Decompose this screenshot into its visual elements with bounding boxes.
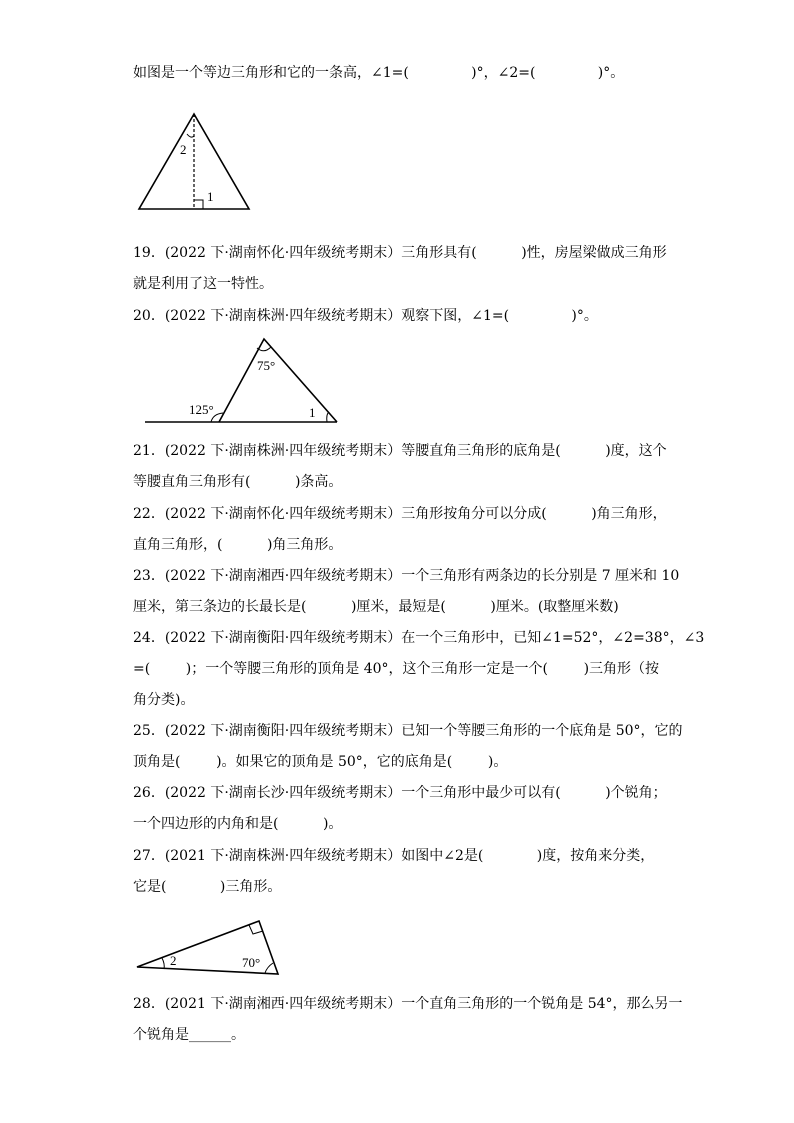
question-25-line1: 25．(2022 下·湖南衡阳·四年级统考期末）已知一个等腰三角形的一个底角是 50°，它的: [133, 723, 683, 739]
question-19-line2: 就是利用了这一特性。: [133, 276, 273, 292]
question-26-line2: 一个四边形的内角和是( )。: [133, 816, 343, 832]
question-24-line1: 24．(2022 下·湖南衡阳·四年级统考期末）在一个三角形中，已知∠1=52°，∠2=38°，∠3: [133, 630, 705, 646]
question-22-line1: 22．(2022 下·湖南怀化·四年级统考期末）三角形按角分可以分成( )角三角形，: [133, 506, 667, 522]
angle-2-label: 2: [170, 953, 177, 968]
question-19-line1: 19．(2022 下·湖南怀化·四年级统考期末）三角形具有( )性，房屋梁做成三角形: [133, 245, 667, 261]
exterior-angle-triangle-figure: [143, 334, 343, 426]
right-triangle-figure: [134, 914, 284, 978]
angle-1-label: 1: [309, 405, 316, 420]
question-27-line1: 27．(2021 下·湖南株洲·四年级统考期末）如图中∠2是( )度，按角来分类，: [133, 848, 655, 864]
question-21-line2: 等腰直角三角形有( )条高。: [133, 474, 343, 490]
question-23-line1: 23．(2022 下·湖南湘西·四年级统考期末）一个三角形有两条边的长分别是 7 厘米和 10: [133, 568, 680, 584]
angle-2-label: 2: [180, 142, 187, 157]
question-21-line1: 21．(2022 下·湖南株洲·四年级统考期末）等腰直角三角形的底角是( )度，这个: [133, 443, 667, 459]
question-25-line2: 顶角是( )。如果它的顶角是 50°，它的底角是( )。: [133, 754, 508, 770]
question-22-line2: 直角三角形，( )角三角形。: [133, 537, 343, 553]
question-28-line1: 28．(2021 下·湖南湘西·四年级统考期末）一个直角三角形的一个锐角是 54°，那么另一: [133, 996, 683, 1012]
equilateral-triangle-figure: [135, 110, 255, 214]
question-23-line2: 厘米，第三条边的长最长是( )厘米，最短是( )厘米。(取整厘米数): [133, 599, 619, 615]
question-18-stem: 如图是一个等边三角形和它的一条高，∠1=( )°，∠2=( )°。: [133, 65, 625, 81]
question-27-line2: 它是( )三角形。: [133, 879, 282, 895]
question-20-stem: 20．(2022 下·湖南株洲·四年级统考期末）观察下图，∠1=( )°。: [133, 308, 598, 324]
question-28-line2: 个锐角是______。: [133, 1027, 245, 1043]
angle-75-label: 75°: [257, 358, 276, 373]
angle-125-label: 125°: [189, 402, 214, 417]
question-24-line2: =( )；一个等腰三角形的顶角是 40°，这个三角形一定是一个( )三角形（按: [133, 661, 660, 677]
question-26-line1: 26．(2022 下·湖南长沙·四年级统考期末）一个三角形中最少可以有( )个锐角；: [133, 785, 667, 801]
angle-1-label: 1: [207, 189, 214, 204]
question-24-line3: 角分类)。: [133, 692, 195, 708]
angle-70-label: 70°: [242, 955, 261, 970]
